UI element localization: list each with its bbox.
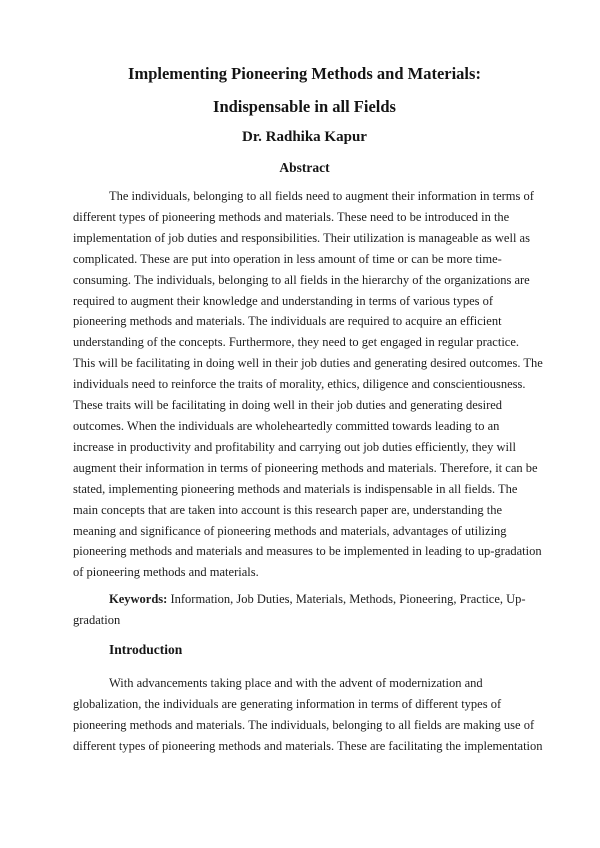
- text-line: These traits will be facilitating in doing well in their job duties and generating desired: [73, 398, 503, 413]
- keywords-list: Information, Job Duties, Materials, Methods, Pioneering, Practice, Up-: [167, 592, 526, 607]
- text-line: pioneering methods and materials. The individuals are required to acquire an efficient: [73, 314, 502, 329]
- text-line: outcomes. When the individuals are wholeheartedly committed towards leading to an: [73, 418, 500, 433]
- keywords-continuation: gradation: [73, 613, 121, 628]
- text-line: implementation of job duties and responsibilities. Their utilization is manageable as well as: [73, 230, 530, 245]
- text-line: pioneering methods and materials and measures to be implemented in leading to up-gradation: [73, 544, 542, 559]
- introduction-paragraph: [73, 673, 543, 757]
- text-line: pioneering methods and materials. The individuals, belonging to all fields are making use of: [73, 717, 535, 732]
- introduction-heading: Introduction: [109, 642, 183, 658]
- text-line: increase in productivity and profitability and carrying out job duties efficiently, they will: [73, 439, 516, 454]
- abstract-heading: Abstract: [279, 160, 330, 175]
- text-line: required to augment their knowledge and understanding in terms of various types of: [73, 293, 494, 308]
- paper-title-line2: Indispensable in all Fields: [213, 97, 396, 116]
- text-line: augment their information in terms of pioneering methods and materials. Therefore, it can be: [73, 460, 538, 475]
- text-line: stated, implementing pioneering methods and materials is indispensable in all fields. The: [73, 481, 518, 496]
- paper-title: [73, 57, 536, 123]
- text-line: consuming. The individuals, belonging to all fields in the hierarchy of the organizations are: [73, 272, 530, 287]
- text-line: This will be facilitating in doing well in their job duties and generating desired outcomes. The: [73, 356, 543, 371]
- keywords-paragraph: [73, 589, 536, 631]
- author-name: Dr. Radhika Kapur: [242, 129, 367, 145]
- text-line: complicated. These are put into operation in less amount of time or can be more time-: [73, 251, 502, 266]
- text-line: The individuals, belonging to all fields need to augment their information in terms of: [109, 189, 534, 203]
- text-line: different types of pioneering methods and materials. These are facilitating the implementation: [73, 738, 543, 753]
- keywords-line: [73, 589, 536, 610]
- text-line: With advancements taking place and with the advent of modernization and: [109, 676, 483, 691]
- paper-title-line1: Implementing Pioneering Methods and Materials:: [128, 64, 481, 83]
- text-line: globalization, the individuals are generating information in terms of different types of: [73, 696, 502, 711]
- text-line: understanding of the concepts. Furthermore, they need to get engaged in regular practice.: [73, 335, 520, 350]
- text-line: individuals need to reinforce the traits of morality, ethics, diligence and conscientiousness.: [73, 377, 526, 392]
- abstract-paragraph: [73, 186, 543, 583]
- keywords-label: Keywords:: [109, 592, 168, 607]
- text-line: of pioneering methods and materials.: [73, 565, 259, 580]
- text-line: different types of pioneering methods and materials. These need to be introduced in the: [73, 209, 510, 224]
- text-line: meaning and significance of pioneering methods and materials, advantages of utilizing: [73, 523, 507, 538]
- text-line: main concepts that are taken into account is this research paper are, understanding the: [73, 502, 502, 517]
